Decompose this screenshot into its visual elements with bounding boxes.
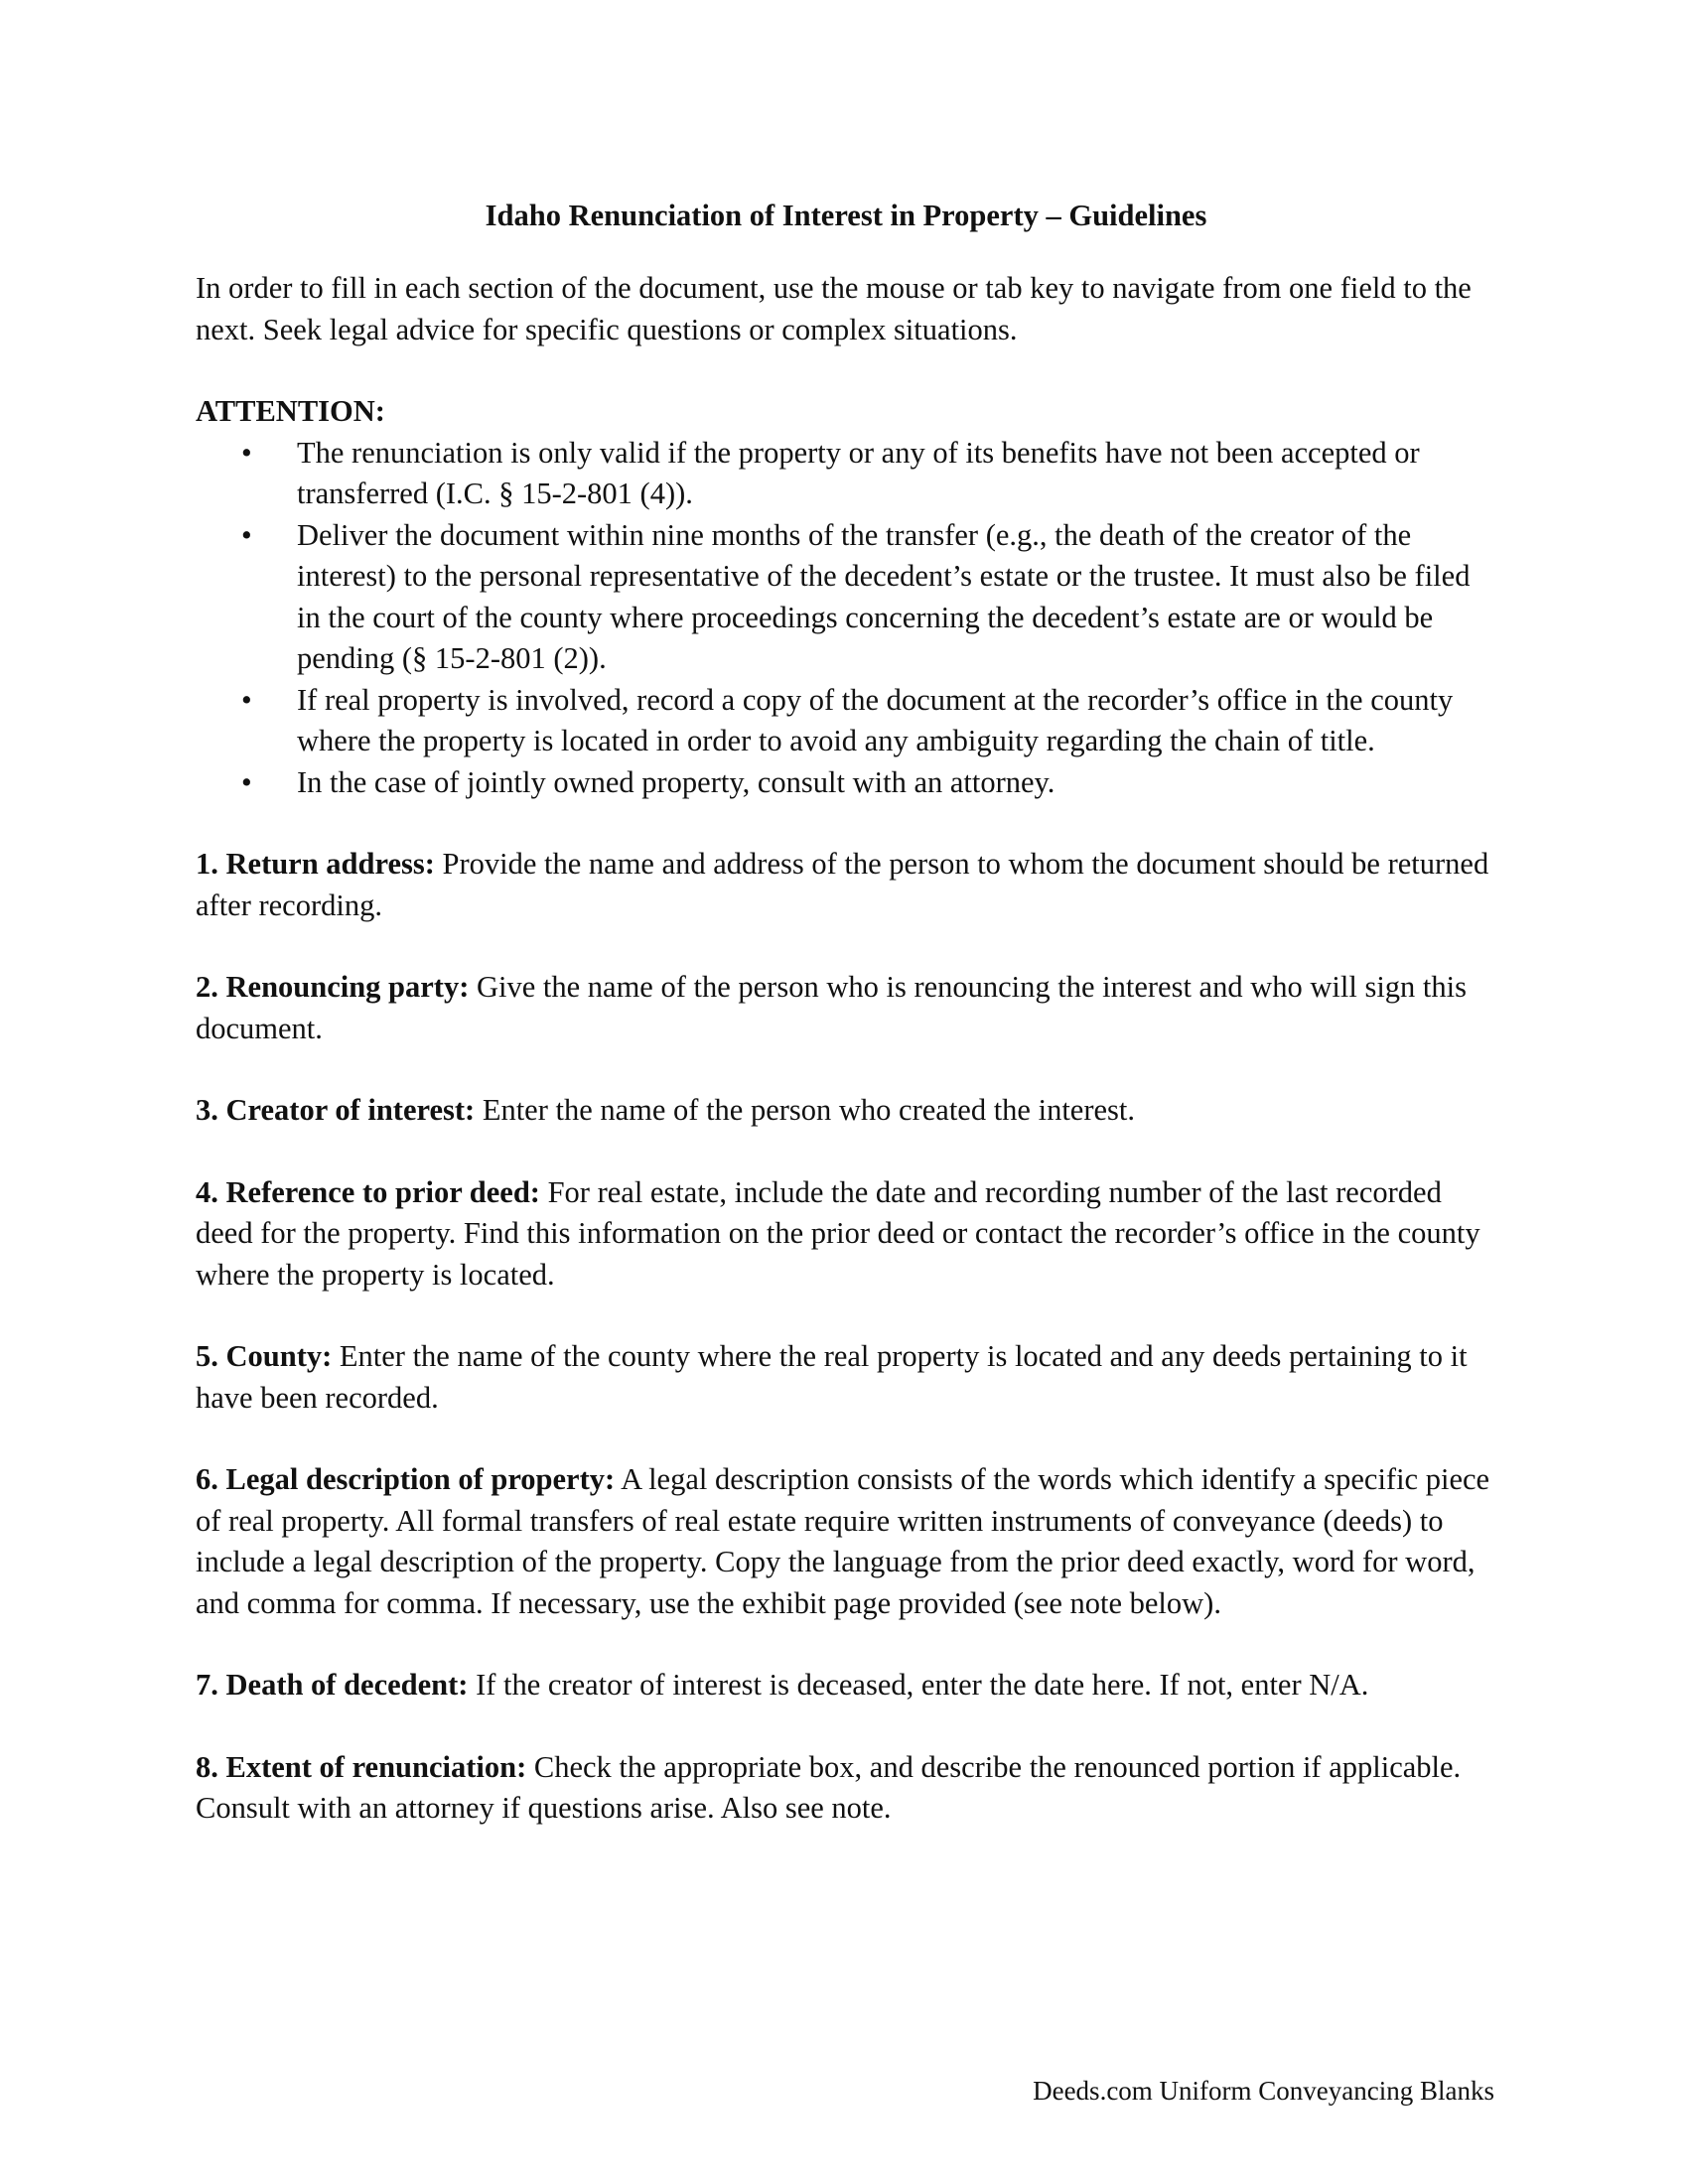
section-text: Give the name of the person who is renouncing the interest and who will sign this document. [196, 970, 1467, 1045]
section-reference-to-prior-deed [196, 1172, 1496, 1297]
bullet-icon: • [241, 517, 252, 552]
bullet-text: In the case of jointly owned property, consult with an attorney. [297, 764, 1055, 799]
list-item [196, 433, 1496, 515]
section-text: For real estate, include the date and recording number of the last recorded deed for the property. Find this information on the prior deed or contact the recorder’s office in the county where the property is located. [196, 1174, 1480, 1292]
section-text: Provide the name and address of the person to whom the document should be returned after recording. [196, 847, 1489, 922]
section-text: Check the appropriate box, and describe the renounced portion if applicable. Consult with an attorney if questions arise. Also see note. [196, 1749, 1462, 1825]
bullet-icon: • [241, 764, 252, 799]
section-legal-description [196, 1459, 1496, 1624]
section-label: 2. Renouncing party: [196, 970, 470, 1004]
bullet-icon: • [241, 682, 252, 717]
document-page [196, 195, 1496, 1870]
section-label: 5. County: [196, 1339, 333, 1373]
section-label: 3. Creator of interest: [196, 1093, 476, 1127]
list-item [196, 762, 1496, 804]
section-label: 1. Return address: [196, 847, 435, 881]
section-extent-of-renunciation [196, 1747, 1496, 1830]
section-text: If the creator of interest is deceased, enter the date here. If not, enter N/A. [468, 1668, 1369, 1702]
section-death-of-decedent [196, 1665, 1496, 1706]
section-text: Enter the name of the county where the real property is located and any deeds pertaining to it have been recorded. [196, 1339, 1468, 1415]
bullet-text: If real property is involved, record a copy of the document at the recorder’s office in the county where the property is located in order to avoid any ambiguity regarding the chain of title. [297, 682, 1454, 757]
list-item [196, 680, 1496, 762]
bullet-text: The renunciation is only valid if the property or any of its benefits have not been accepted or transferred (I.C. § 15-2-801 (4)). [297, 435, 1420, 510]
attention-heading: ATTENTION: [196, 394, 385, 428]
section-label: 7. Death of decedent: [196, 1668, 469, 1702]
section-label: 4. Reference to prior deed: [196, 1174, 540, 1209]
bullet-text: Deliver the document within nine months of the transfer (e.g., the death of the creator of the interest) to the personal representative of the decedent’s estate or the trustee. It must also be filed in the court of the county where proceedings concerning the decedent’s estate are or would be pending (§ 15-2-801 (2)). [297, 517, 1471, 675]
bullet-icon: • [241, 435, 252, 470]
section-label: 6. Legal description of property: [196, 1462, 616, 1496]
section-renouncing-party [196, 967, 1496, 1049]
section-text: A legal description consists of the words which identify a specific piece of real property. All formal transfers of real estate require written instruments of conveyance (deeds) to include a legal description of the property. Copy the language from the prior deed exactly, word for word, and comma for comma. If necessary, use the exhibit page provided (see note below). [196, 1462, 1490, 1620]
section-text: Enter the name of the person who created the interest. [475, 1093, 1135, 1127]
intro-paragraph: In order to fill in each section of the document, use the mouse or tab key to navigate from one field to the next. Seek legal advice for specific questions or complex situations. [196, 271, 1472, 346]
page-title: Idaho Renunciation of Interest in Property – Guidelines [485, 199, 1207, 232]
page-footer: Deeds.com Uniform Conveyancing Blanks [1033, 2076, 1494, 2106]
section-return-address [196, 844, 1496, 926]
section-county [196, 1336, 1496, 1419]
list-item [196, 515, 1496, 680]
attention-list [196, 433, 1496, 804]
section-creator-of-interest [196, 1090, 1496, 1132]
section-label: 8. Extent of renunciation: [196, 1749, 527, 1784]
